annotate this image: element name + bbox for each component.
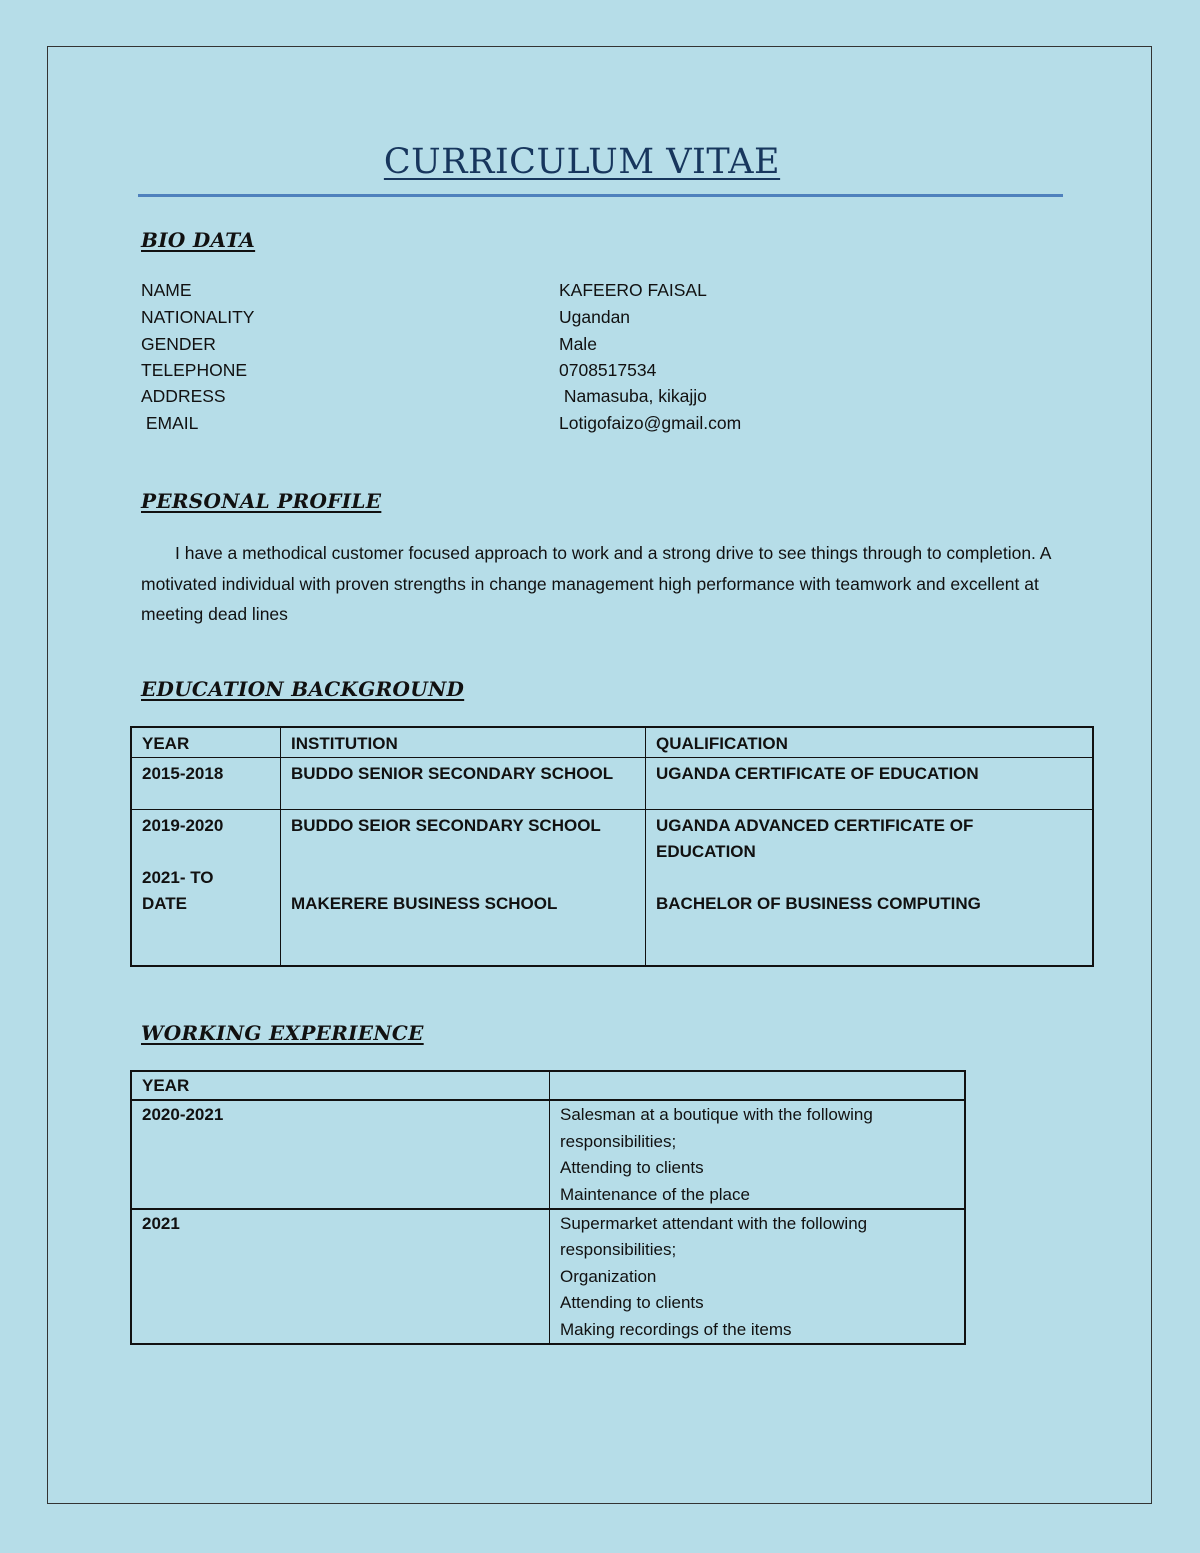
institution-text: MAKERERE BUSINESS SCHOOL xyxy=(291,894,558,913)
qualification-cell xyxy=(646,810,1094,967)
description-line: Salesman at a boutique with the following responsibilities; xyxy=(560,1105,873,1151)
qualification-text: UGANDA ADVANCED CERTIFICATE OF EDUCATION xyxy=(656,816,974,861)
year-text: 2021- TO DATE xyxy=(142,868,214,913)
working-experience-heading: WORKING EXPERIENCE xyxy=(141,1021,424,1045)
description-line: Attending to clients xyxy=(560,1158,704,1178)
year-cell: 2015-2018 xyxy=(131,758,281,810)
description-cell xyxy=(550,1100,966,1209)
bio-label: NATIONALITY xyxy=(141,307,255,327)
profile-paragraph: I have a methodical customer focused approach to work and a strong drive to see things through to completion. A motivated individual with proven strengths in change management high performance with teamwork and excellent at meeting dead lines xyxy=(141,543,1051,624)
year-cell: 2021 xyxy=(131,1209,550,1344)
bio-value: KAFEERO FAISAL xyxy=(559,280,707,300)
table-row xyxy=(131,810,1093,967)
year-cell: 2020-2021 xyxy=(131,1100,550,1209)
title-rule xyxy=(138,194,1063,197)
bio-data-heading: BIO DATA xyxy=(141,228,256,252)
column-header xyxy=(550,1071,966,1100)
institution-cell: BUDDO SENIOR SECONDARY SCHOOL xyxy=(281,758,646,810)
column-header: QUALIFICATION xyxy=(646,727,1094,758)
bio-row-email xyxy=(141,413,841,439)
institution-text: BUDDO SEIOR SECONDARY SCHOOL xyxy=(291,816,601,835)
bio-row-telephone xyxy=(141,360,841,386)
description-cell xyxy=(550,1209,966,1344)
bio-row-nationality xyxy=(141,307,841,333)
description-line: Organization xyxy=(560,1266,657,1286)
table-header-row xyxy=(131,727,1093,758)
table-row xyxy=(131,1209,965,1344)
bio-value: Namasuba, kikajjo xyxy=(559,386,707,406)
qualification-cell: UGANDA CERTIFICATE OF EDUCATION xyxy=(646,758,1094,810)
description-line: Attending to clients xyxy=(560,1293,704,1313)
year-cell xyxy=(131,810,281,967)
year-text: 2019-2020 xyxy=(142,816,224,835)
bio-label: TELEPHONE xyxy=(141,360,247,380)
institution-cell xyxy=(281,810,646,967)
bio-label: ADDRESS xyxy=(141,386,226,406)
column-header: INSTITUTION xyxy=(281,727,646,758)
bio-label: EMAIL xyxy=(141,413,199,433)
table-row xyxy=(131,1100,965,1209)
bio-value: Ugandan xyxy=(559,307,631,327)
education-heading: EDUCATION BACKGROUND xyxy=(141,677,465,701)
table-row xyxy=(131,758,1093,810)
column-header: YEAR xyxy=(131,727,281,758)
bio-row-name xyxy=(141,280,841,306)
bio-row-gender xyxy=(141,334,841,360)
education-table xyxy=(130,726,1094,967)
personal-profile-heading: PERSONAL PROFILE xyxy=(141,489,382,513)
page-title: CURRICULUM VITAE xyxy=(383,142,781,182)
qualification-text: BACHELOR OF BUSINESS COMPUTING xyxy=(656,894,981,913)
bio-label: NAME xyxy=(141,280,192,300)
description-line: Supermarket attendant with the following responsibilities; xyxy=(560,1214,868,1260)
bio-value: 0708517534 xyxy=(559,360,657,380)
table-header-row xyxy=(131,1071,965,1100)
work-experience-table xyxy=(130,1070,966,1345)
description-line: Maintenance of the place xyxy=(560,1184,750,1204)
bio-value: Male xyxy=(559,334,597,354)
description-line: Making recordings of the items xyxy=(560,1319,792,1339)
bio-row-address xyxy=(141,386,841,412)
column-header: YEAR xyxy=(131,1071,550,1100)
bio-value: Lotigofaizo@gmail.com xyxy=(559,413,742,433)
bio-label: GENDER xyxy=(141,334,216,354)
